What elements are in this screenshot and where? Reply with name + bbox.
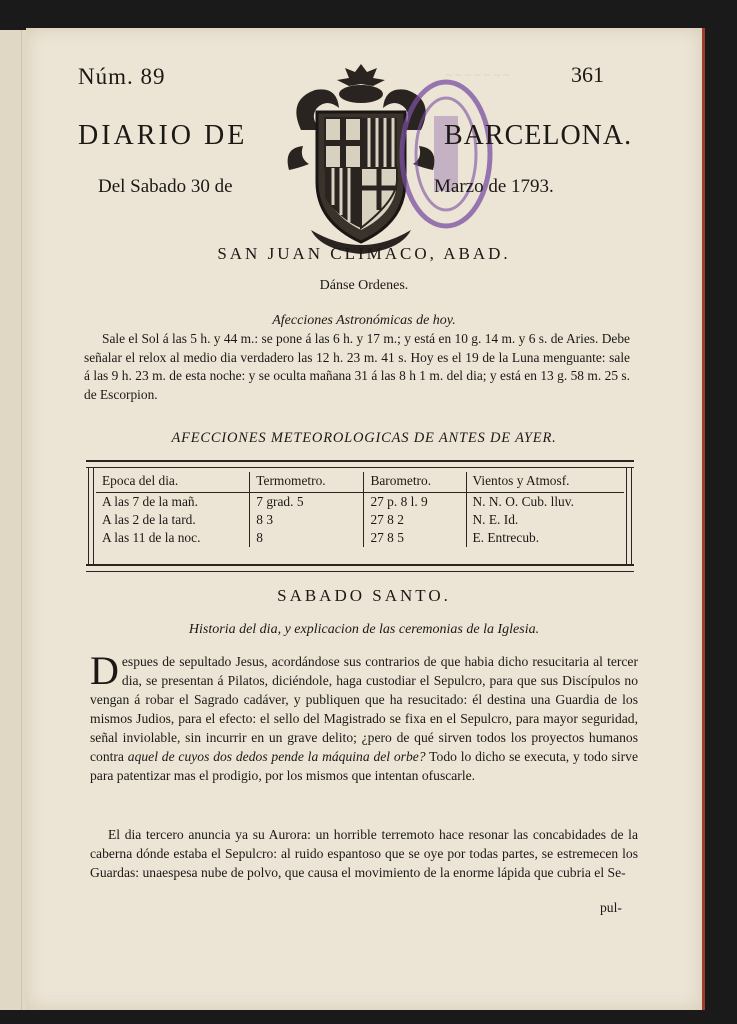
table-cell: 8 3 (250, 511, 364, 529)
column-header: Barometro. (364, 472, 466, 493)
column-header: Vientos y Atmosf. (466, 472, 624, 493)
body-paragraph-2: El dia tercero anuncia ya su Aurora: un horrible terremoto hace resonar las concabidades de la caberna dónde estaba el Sepulcro: al ruido espantoso que se oye por todas partes, se estremecen los Guardas: unaespesa nube de polvo, que causa el movimiento de la enorme lápida que cubria el Se- (90, 827, 638, 880)
column-header: Termometro. (250, 472, 364, 493)
masthead-title-right: BARCELONA. (444, 120, 633, 151)
table-header-row (96, 472, 624, 493)
table-cell: 8 (250, 529, 364, 547)
astronomy-heading: Afecciones Astronómicas de hoy. (272, 313, 456, 328)
date-right: Marzo de 1793. (434, 176, 554, 197)
section-subheading: Historia del dia, y explicacion de las ceremonias de la Iglesia. (188, 622, 540, 637)
column-header: Epoca del dia. (96, 472, 250, 493)
meteorology-table (96, 472, 624, 547)
drop-cap: D (90, 648, 119, 693)
facing-page-edge (0, 30, 28, 1010)
newspaper-page (26, 28, 705, 1010)
table-rule-bottom (86, 564, 634, 572)
table-cell: A las 11 de la noc. (102, 530, 201, 545)
table-cell: A las 7 de la mañ. (102, 494, 198, 509)
paragraph-text-end: Todo lo dicho se executa, y todo sirve para patentizar mas el prodigio, por los mismos que intentan ofuscarle. (90, 749, 638, 783)
table-row (96, 511, 624, 529)
bleed-through: ~ ~ ~ ~ ~ ~ ~ (446, 68, 510, 82)
table-cell: 27 8 5 (364, 529, 466, 547)
italic-quote: aquel de cuyos dos dedos pende la máquina del orbe? (127, 749, 426, 764)
body-paragraph-1 (90, 648, 638, 785)
table-cell: N. E. Id. (466, 511, 624, 529)
astronomy-text: Sale el Sol á las 5 h. y 44 m.: se pone á las 6 h. y 17 m.; y está en 10 g. 14 m. y 6 s. de Aries. Debe señalar el relox al medio dia verdadero las 12 h. 23 m. 41 s. Hoy es el 19 de la Luna menguante: sale á las 9 h. 23 m. de esta noche: y se oculta mañana 31 á las 8 h 1 m. del dia; y está en 13 g. 58 m. 25 s. de Escorpion. (84, 331, 630, 402)
table-side-bar-left (88, 468, 94, 564)
issue-number: Núm. 89 (78, 64, 166, 89)
page-number: 361 (571, 62, 604, 87)
table-side-bar-right (626, 468, 632, 564)
date-left: Del Sabado 30 de (98, 176, 233, 197)
table-cell: 27 p. 8 l. 9 (364, 493, 466, 512)
saint-of-day: SAN JUAN CLIMACO, ABAD. (217, 244, 511, 263)
table-cell: 7 grad. 5 (250, 493, 364, 512)
table-rule-top (86, 460, 634, 468)
section-heading: SABADO SANTO. (277, 586, 451, 605)
table-cell: A las 2 de la tard. (102, 512, 196, 527)
meteorology-table-frame (86, 460, 634, 572)
table-row (96, 493, 624, 512)
paragraph-text: espues de sepultado Jesus, acordándose sus contrarios de que habia dicho resucitaria al tercer dia, se presentan á Pilatos, diciéndole, haga custodiar el Sepulcro, para que sus Discípulos no vengan á robar el Sagrado cadáver, y publiquen que ha resucitado: él destina una Guardia de los mismos Judios, para el efecto: el sello del Magistrado se fixa en el Sepulcro, para mayor seguridad, señal inviolable, sin incurrir en un grave delito; ¿pero de qué sirven todos los proyectos humanos contra (90, 654, 638, 764)
library-stamp-icon (396, 76, 496, 231)
orders-line: Dánse Ordenes. (319, 278, 409, 293)
meteorology-heading: AFECCIONES METEOROLOGICAS DE ANTES DE AYER. (171, 430, 557, 446)
catchword: pul- (600, 900, 622, 915)
table-cell: E. Entrecub. (466, 529, 624, 547)
table-row (96, 529, 624, 547)
table-cell: 27 8 2 (364, 511, 466, 529)
masthead-title-left: DIARIO DE (78, 120, 248, 151)
table-cell: N. N. O. Cub. lluv. (466, 493, 624, 512)
